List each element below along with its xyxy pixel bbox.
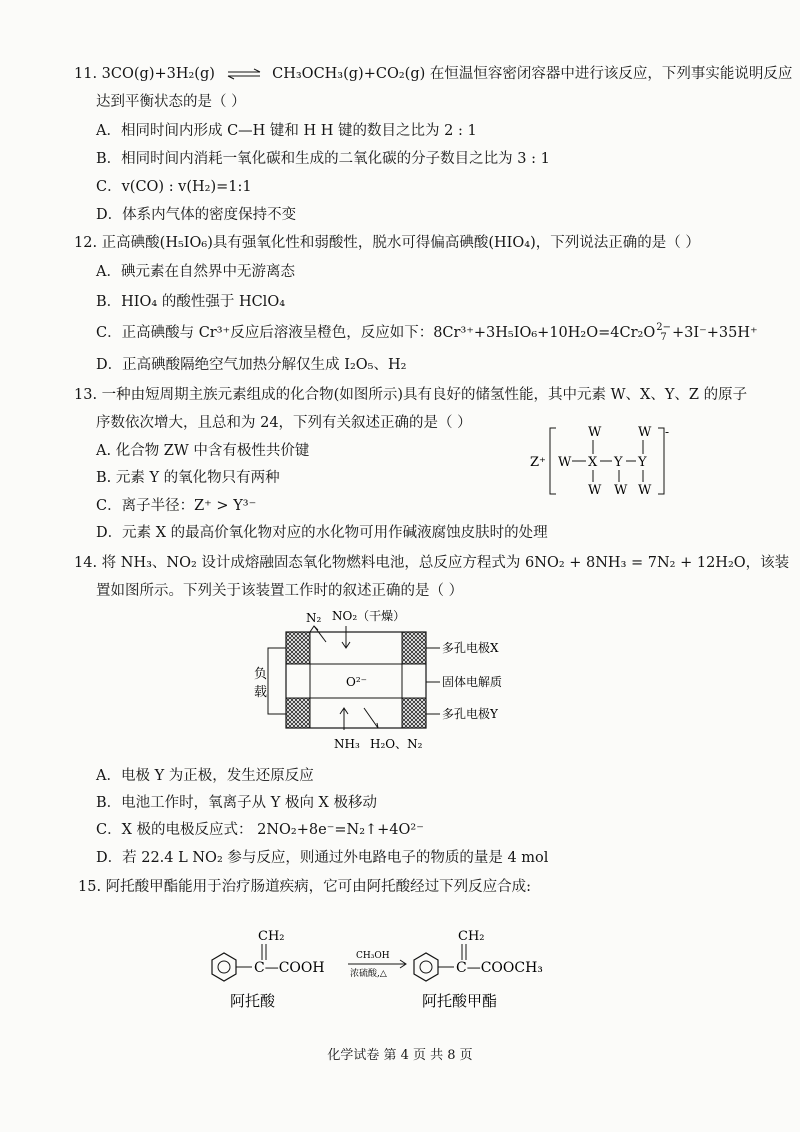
q11-option-d: D．体系内气体的密度保持不变 — [96, 207, 297, 223]
q11-equation-right: CH₃OCH₃(g)+CO₂(g) — [272, 66, 426, 82]
q12-stem-text: 正高碘酸(H₅IO₆)具有强氧化性和弱酸性，脱水可得偏高碘酸(HIO₄)，下列说法正确的是（ ） — [101, 235, 700, 251]
q13-number: 13. — [74, 387, 98, 403]
q11-option-a: A．相同时间内形成 C—H 键和 H H 键的数目之比为 2 : 1 — [96, 123, 477, 139]
q13-stem-line2: 序数依次增大，且总和为 24，下列有关叙述正确的是（ ） — [96, 415, 472, 431]
q11-equation-left: 3CO(g)+3H₂(g) — [101, 66, 215, 82]
q12-option-c-tail: +3I⁻+35H⁺ — [671, 325, 758, 341]
condition-top: CH₃OH — [356, 951, 390, 961]
product-group: C—COOCH₃ — [456, 960, 543, 976]
q15-stem-text: 阿托酸甲酯能用于治疗肠道疾病，它可由阿托酸经过下列反应合成: — [105, 879, 532, 895]
q12-option-c — [96, 323, 758, 343]
q13-option-a: A. 化合物 ZW 中含有极性共价键 — [96, 443, 310, 459]
diagram-top-n2: N₂ — [306, 611, 322, 625]
q13-structure-diagram — [528, 420, 678, 502]
q11-stem-tail: 在恒温恒容密闭容器中进行该反应，下列事实能说明反应 — [429, 66, 793, 82]
q13-stem-text: 一种由短周期主族元素组成的化合物(如图所示)具有良好的储氢性能，其中元素 W、X、Y、Z 的原子 — [101, 387, 748, 403]
products-out-arrow-icon — [364, 708, 378, 728]
diagram-top-no2: NO₂（干燥） — [332, 609, 406, 623]
diagram-label-y: 多孔电极Y — [442, 707, 498, 721]
q11-option-c: C．v(CO) : v(H₂)=1:1 — [96, 179, 252, 195]
diagram-label-electrolyte: 固体电解质 — [442, 675, 503, 689]
q11-stem-line2: 达到平衡状态的是（ ） — [96, 94, 246, 110]
structure-x: X — [588, 455, 598, 470]
q14-stem-text: 将 NH₃、NO₂ 设计成熔融固态氧化物燃料电池，总反应方程式为 6NO₂ + 8NH₃ = 7N₂ + 12H₂O，该装 — [101, 555, 790, 571]
structure-w-top1: W — [588, 425, 602, 440]
q14-option-a: A．电极 Y 为正极，发生还原反应 — [96, 768, 314, 784]
structure-cation: Z⁺ — [530, 455, 546, 470]
equilibrium-arrow-icon — [226, 68, 262, 80]
structure-y1: Y — [614, 455, 623, 470]
q14-stem-line2: 置如图所示。下列关于该装置工作时的叙述正确的是（ ） — [96, 583, 464, 599]
q13-option-d: D．元素 X 的最高价氧化物对应的水化物可用作碱液腐蚀皮肤时的处理 — [96, 525, 548, 541]
structure-w-bottom3: W — [638, 483, 652, 498]
benzene-ring-icon — [212, 953, 236, 981]
product-name: 阿托酸甲酯 — [422, 992, 498, 1010]
structure-w-bottom2: W — [614, 483, 628, 498]
diagram-center-o2: O²⁻ — [346, 675, 367, 689]
q11-option-b: B．相同时间内消耗一氧化碳和生成的二氧化碳的分子数目之比为 3 : 1 — [96, 151, 550, 167]
q15-number: 15. — [78, 879, 102, 895]
q12-option-d: D．正高碘酸隔绝空气加热分解仅生成 I₂O₅、H₂ — [96, 357, 407, 373]
structure-charge: - — [665, 425, 670, 439]
diagram-load-1: 负 — [254, 667, 268, 682]
q14-option-c: C．X 极的电极反应式： 2NO₂+8e⁻=N₂↑+4O²⁻ — [96, 822, 424, 838]
q12-option-c-text: C．正高碘酸与 Cr³⁺反应后溶液呈橙色，反应如下：8Cr³⁺+3H₅IO₆+10H₂O=4Cr₂O — [96, 325, 656, 341]
diagram-bottom-products: H₂O、N₂ — [370, 737, 423, 751]
q13-stem-line1 — [74, 385, 747, 405]
q12-option-b: B．HIO₄ 的酸性强于 HClO₄ — [96, 294, 286, 310]
q12-number: 12. — [74, 235, 98, 251]
q13-option-b: B. 元素 Y 的氧化物只有两种 — [96, 470, 280, 486]
q11-stem-line1 — [74, 64, 792, 84]
q14-number: 14. — [74, 555, 98, 571]
diagram-label-x: 多孔电极X — [442, 641, 499, 655]
q15-stem — [78, 877, 531, 897]
structure-w-top2: W — [638, 425, 652, 440]
q14-fuel-cell-diagram — [240, 604, 540, 754]
q14-option-b: B．电池工作时，氧离子从 Y 极向 X 极移动 — [96, 795, 377, 811]
page-footer: 化学试卷 第 4 页 共 8 页 — [327, 1048, 473, 1063]
diagram-load-2: 载 — [254, 685, 268, 700]
q12-option-a: A．碘元素在自然界中无游离态 — [96, 264, 295, 280]
structure-w-left: W — [558, 455, 572, 470]
reactant-group: C—COOH — [254, 960, 325, 976]
structure-w-bottom1: W — [588, 483, 602, 498]
q11-number: 11. — [74, 66, 98, 82]
q13-option-c: C．离子半径：Z⁺ > Y³⁻ — [96, 498, 257, 514]
benzene-ring-product-icon — [414, 953, 438, 981]
q12-stem — [74, 233, 700, 253]
product-ch2: CH₂ — [458, 929, 485, 944]
reactant-name: 阿托酸 — [230, 992, 276, 1010]
q12-option-c-charge: 2− 7 — [656, 322, 671, 343]
reactant-ch2: CH₂ — [258, 929, 285, 944]
diagram-bottom-nh3: NH₃ — [334, 737, 360, 751]
structure-y2: Y — [638, 455, 647, 470]
condition-bottom: 浓硫酸,△ — [350, 969, 387, 979]
q14-option-d: D．若 22.4 L NO₂ 参与反应，则通过外电路电子的物质的量是 4 mol — [96, 850, 549, 866]
q15-reaction-scheme — [200, 920, 580, 1020]
q14-stem-line1 — [74, 553, 789, 573]
